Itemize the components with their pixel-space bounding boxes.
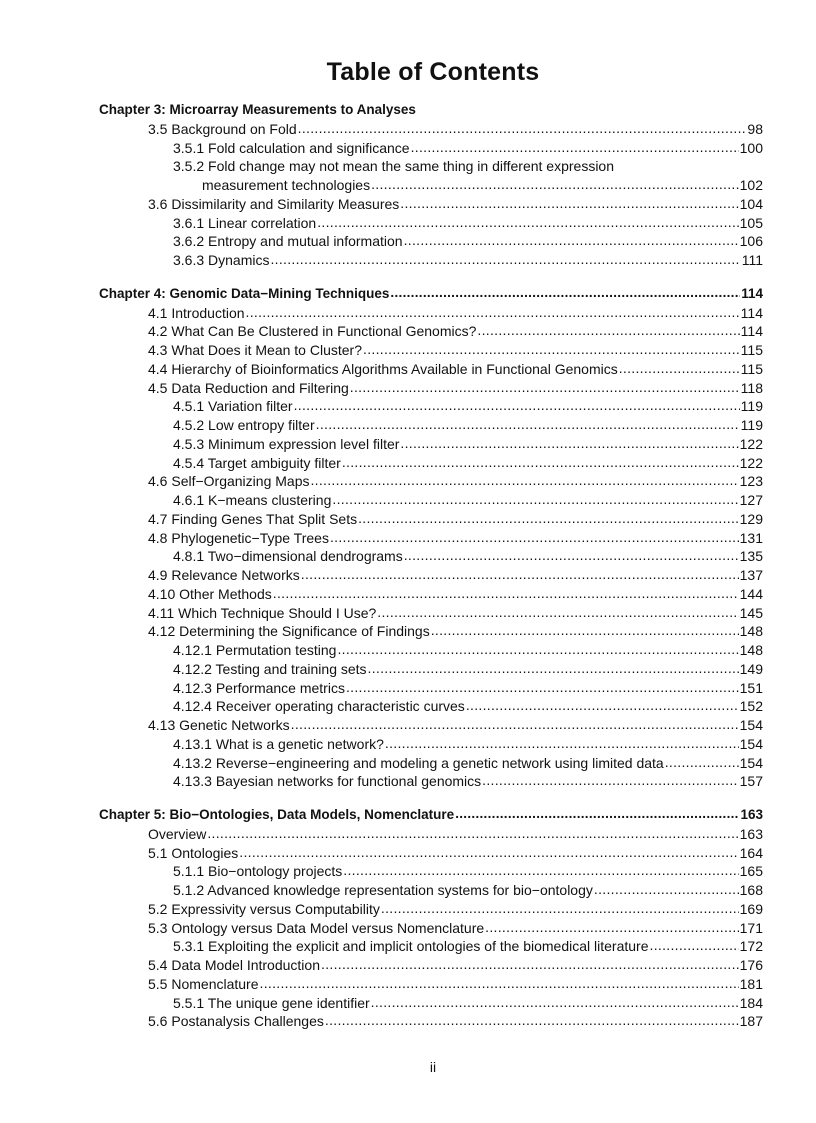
- toc-entry[interactable]: [99, 491, 763, 510]
- dot-leader: [482, 771, 738, 790]
- toc-entry-label: 4.2 What Can Be Clustered in Functional Genomics?: [148, 323, 477, 340]
- toc-entry-label: 4.5.1 Variation filter: [173, 398, 293, 415]
- dot-leader: [390, 284, 740, 303]
- toc-entry[interactable]: [99, 772, 763, 791]
- toc-entry-page-number: 115: [740, 342, 763, 358]
- toc-entry[interactable]: [99, 157, 763, 176]
- toc-entry-page-number: 131: [739, 529, 763, 546]
- toc-entry-page-number: 149: [739, 660, 763, 677]
- toc-entry-page-number: 137: [739, 567, 763, 583]
- toc-entry-label: 4.11 Which Technique Should I Use?: [148, 604, 377, 621]
- toc-entry-label: 3.6.3 Dynamics: [173, 252, 270, 268]
- dot-leader: [385, 734, 739, 753]
- toc-entry[interactable]: [99, 622, 763, 641]
- toc-entry-page-number: 122: [739, 435, 763, 452]
- toc-entry[interactable]: [99, 547, 763, 566]
- toc-entry[interactable]: [99, 697, 763, 716]
- toc-entry-page-number: 151: [739, 679, 763, 696]
- toc-entry[interactable]: [99, 322, 763, 341]
- toc-entry-page-number: 104: [739, 195, 763, 212]
- dot-leader: [431, 621, 739, 640]
- toc-entry-page-number: 157: [739, 773, 763, 790]
- toc-entry[interactable]: [99, 232, 763, 251]
- toc-entry-label: 4.8 Phylogenetic−Type Trees: [148, 529, 329, 546]
- chapter-heading[interactable]: [99, 285, 763, 304]
- toc-entry-page-number: 135: [739, 548, 763, 565]
- toc-entry[interactable]: [99, 585, 763, 604]
- toc-entry[interactable]: [99, 679, 763, 698]
- toc-entry-page-number: 114: [740, 323, 763, 340]
- toc-entry[interactable]: [99, 844, 763, 863]
- chapter-heading-label: Chapter 5: Bio−Ontologies, Data Models, Nomenclature: [99, 807, 455, 822]
- toc-entry-label: 5.1.1 Bio−ontology projects: [173, 863, 343, 880]
- toc-entry-page-number: 181: [739, 975, 763, 992]
- dot-leader: [270, 250, 740, 269]
- toc-entry-page-number: 144: [739, 585, 763, 602]
- toc-entry-label: 4.9 Relevance Networks: [148, 567, 300, 583]
- toc-entry-label: 5.4 Data Model Introduction: [148, 957, 320, 973]
- dot-leader: [665, 753, 739, 772]
- toc-entry[interactable]: [99, 641, 763, 660]
- dot-leader: [207, 824, 738, 843]
- toc-entry-page-number: 111: [741, 252, 763, 268]
- toc-entry-label: 4.12.4 Receiver operating characteristic curves: [173, 698, 465, 715]
- toc-entry-page-number: 127: [739, 492, 763, 508]
- toc-entry[interactable]: [99, 341, 763, 360]
- dot-leader: [260, 974, 739, 993]
- dot-leader: [404, 231, 739, 250]
- toc-entry-label: 3.6 Dissimilarity and Similarity Measures: [148, 195, 400, 212]
- toc-entry-label: 4.3 What Does it Mean to Cluster?: [148, 342, 362, 358]
- dot-leader: [298, 119, 747, 138]
- toc-entry[interactable]: [99, 472, 763, 491]
- dot-leader: [350, 378, 740, 397]
- toc-entry-label: 4.10 Other Methods: [148, 585, 272, 602]
- dot-leader: [291, 715, 739, 734]
- dot-leader: [381, 899, 739, 918]
- toc-entry-page-number: 115: [740, 360, 763, 377]
- toc-entry-label: 4.12.1 Permutation testing: [173, 642, 337, 658]
- dot-leader: [619, 359, 740, 378]
- toc-entry-page-number: 187: [739, 1013, 763, 1030]
- toc-entry-label: 4.12.3 Performance metrics: [173, 679, 345, 696]
- toc-entry[interactable]: [99, 139, 763, 158]
- toc-entry-label: 5.3 Ontology versus Data Model versus Nomenclature: [148, 919, 485, 936]
- dot-leader: [330, 528, 739, 547]
- toc-entry-label: 3.6.2 Entropy and mutual information: [173, 233, 403, 250]
- toc-chapter: [99, 285, 763, 791]
- dot-leader: [371, 175, 739, 194]
- page-title: Table of Contents: [326, 58, 540, 86]
- dot-leader: [317, 213, 738, 232]
- chapter-page-number: 163: [740, 807, 763, 822]
- dot-leader: [455, 805, 739, 824]
- toc-entry[interactable]: [99, 435, 763, 454]
- chapter-heading-label: Chapter 3: Microarray Measurements to Analyses: [99, 102, 416, 117]
- toc-entry-page-number: 145: [739, 604, 763, 621]
- dot-leader: [301, 565, 739, 584]
- toc-entry-label: 4.13.2 Reverse−engineering and modeling a genetic network using limited data: [173, 754, 664, 771]
- dot-leader: [332, 490, 738, 509]
- chapter-heading[interactable]: [99, 806, 763, 825]
- dot-leader: [400, 434, 738, 453]
- dot-leader: [485, 918, 738, 937]
- toc-entry[interactable]: [99, 919, 763, 938]
- toc-entry[interactable]: [99, 120, 763, 139]
- toc-entry-label: 4.12 Determining the Significance of Findings: [148, 623, 430, 640]
- toc-entry-label: 3.6.1 Linear correlation: [173, 214, 317, 231]
- toc-entry-label: 4.5 Data Reduction and Filtering: [148, 379, 349, 396]
- dot-leader: [594, 880, 739, 899]
- toc-entry[interactable]: [99, 416, 763, 435]
- toc-entry-label: 4.7 Finding Genes That Split Sets: [148, 510, 358, 527]
- toc-entry-label: 5.5.1 The unique gene identifier: [173, 994, 370, 1011]
- table-of-contents: [99, 101, 763, 1046]
- toc-entry[interactable]: [99, 754, 763, 773]
- toc-entry-page-number: 98: [747, 120, 763, 137]
- toc-entry[interactable]: [99, 604, 763, 623]
- toc-entry[interactable]: [99, 975, 763, 994]
- toc-entry-page-number: 184: [739, 994, 763, 1011]
- dot-leader: [346, 678, 739, 697]
- dot-leader: [368, 659, 739, 678]
- toc-entry-page-number: 119: [740, 417, 763, 433]
- toc-entry[interactable]: [99, 176, 763, 195]
- dot-leader: [239, 843, 738, 862]
- dot-leader: [358, 509, 739, 528]
- dot-leader: [411, 138, 739, 157]
- toc-entry-page-number: 172: [739, 938, 763, 955]
- toc-entry-page-number: 119: [740, 398, 763, 415]
- dot-leader: [650, 936, 739, 955]
- dot-leader: [316, 415, 740, 434]
- dot-leader: [273, 584, 739, 603]
- dot-leader: [310, 471, 738, 490]
- toc-entry[interactable]: [99, 937, 763, 956]
- toc-entry-page-number: 148: [739, 642, 763, 658]
- toc-entry-label: 4.6.1 K−means clustering: [173, 492, 332, 508]
- toc-entry-page-number: 114: [740, 304, 763, 321]
- toc-entry-page-number: 164: [739, 844, 763, 861]
- dot-leader: [466, 696, 739, 715]
- toc-entry[interactable]: [99, 900, 763, 919]
- toc-entry-page-number: 163: [739, 825, 763, 842]
- chapter-heading[interactable]: [99, 101, 763, 120]
- toc-entry-label: 5.6 Postanalysis Challenges: [148, 1013, 324, 1030]
- toc-entry[interactable]: [99, 510, 763, 529]
- dot-leader: [294, 396, 740, 415]
- toc-entry[interactable]: [99, 397, 763, 416]
- dot-leader: [404, 546, 739, 565]
- toc-entry-label: 5.1.2 Advanced knowledge representation systems for bio−ontology: [173, 882, 593, 898]
- toc-entry-label: 4.13.3 Bayesian networks for functional genomics: [173, 773, 482, 790]
- toc-entry-label: 3.5.2 Fold change may not mean the same thing in different expression: [173, 158, 615, 175]
- toc-entry-page-number: 171: [739, 919, 763, 936]
- toc-entry-label: 4.13 Genetic Networks: [148, 717, 290, 733]
- toc-entry[interactable]: [99, 454, 763, 473]
- toc-entry[interactable]: [99, 214, 763, 233]
- toc-entry[interactable]: [99, 862, 763, 881]
- toc-entry-page-number: 118: [740, 379, 763, 396]
- toc-entry-label: 4.4 Hierarchy of Bioinformatics Algorithms Available in Functional Genomics: [148, 360, 618, 377]
- toc-entry-label: 4.5.3 Minimum expression level filter: [173, 435, 400, 452]
- dot-leader: [325, 1011, 739, 1030]
- toc-entry-page-number: 148: [739, 623, 763, 640]
- toc-entry[interactable]: [99, 735, 763, 754]
- toc-entry-label: 4.5.2 Low entropy filter: [173, 417, 315, 433]
- page-number: ii: [429, 1059, 437, 1075]
- toc-chapter: [99, 806, 763, 1031]
- toc-entry-page-number: 122: [739, 454, 763, 471]
- toc-entry[interactable]: [99, 881, 763, 900]
- toc-entry[interactable]: [99, 994, 763, 1013]
- toc-entry[interactable]: [99, 529, 763, 548]
- chapter-heading-label: Chapter 4: Genomic Data−Mining Techniques: [99, 285, 390, 301]
- toc-entry[interactable]: [99, 304, 763, 323]
- toc-entry-label: 5.2 Expressivity versus Computability: [148, 900, 380, 917]
- toc-chapter: [99, 101, 763, 270]
- toc-entry-label: 4.8.1 Two−dimensional dendrograms: [173, 548, 403, 565]
- chapter-page-number: 114: [741, 285, 763, 301]
- toc-entry[interactable]: [99, 660, 763, 679]
- toc-entry[interactable]: [99, 825, 763, 844]
- dot-leader: [400, 194, 738, 213]
- toc-entry-label: 4.13.1 What is a genetic network?: [173, 735, 384, 752]
- toc-entry-page-number: 154: [739, 717, 763, 733]
- dot-leader: [321, 955, 739, 974]
- toc-entry-page-number: 129: [739, 510, 763, 527]
- toc-entry[interactable]: [99, 1012, 763, 1031]
- toc-entry[interactable]: [99, 195, 763, 214]
- dot-leader: [477, 321, 739, 340]
- toc-entry-page-number: 152: [739, 698, 763, 715]
- toc-entry-page-number: 105: [739, 214, 763, 231]
- toc-entry[interactable]: [99, 716, 763, 735]
- dot-leader: [377, 603, 738, 622]
- toc-entry-label: 5.3.1 Exploiting the explicit and implicit ontologies of the biomedical literature: [173, 938, 649, 955]
- toc-entry-label: 5.1 Ontologies: [148, 844, 239, 861]
- toc-entry[interactable]: [99, 360, 763, 379]
- toc-entry-page-number: 102: [739, 177, 763, 193]
- toc-entry[interactable]: [99, 566, 763, 585]
- toc-entry-page-number: 100: [739, 139, 763, 156]
- toc-entry-label: 4.5.4 Target ambiguity filter: [173, 454, 341, 471]
- toc-entry-label: 4.12.2 Testing and training sets: [173, 660, 367, 677]
- toc-entry-page-number: 165: [739, 863, 763, 880]
- toc-entry-label: 5.5 Nomenclature: [148, 975, 259, 992]
- toc-entry-label: 3.5 Background on Fold: [148, 120, 297, 137]
- toc-entry-page-number: 154: [739, 754, 763, 771]
- toc-entry-label: measurement technologies: [202, 177, 371, 193]
- toc-entry-page-number: 169: [739, 900, 763, 917]
- dot-leader: [363, 340, 740, 359]
- toc-entry[interactable]: [99, 956, 763, 975]
- toc-entry-page-number: 123: [739, 473, 763, 490]
- toc-entry-page-number: 154: [739, 735, 763, 752]
- dot-leader: [337, 640, 738, 659]
- dot-leader: [343, 861, 738, 880]
- toc-entry-label: 4.1 Introduction: [148, 304, 245, 321]
- toc-entry[interactable]: [99, 251, 763, 270]
- dot-leader: [246, 303, 740, 322]
- dot-leader: [371, 993, 739, 1012]
- toc-entry-label: Overview: [148, 825, 207, 842]
- toc-entry-page-number: 168: [739, 882, 763, 898]
- toc-entry[interactable]: [99, 379, 763, 398]
- dot-leader: [342, 453, 739, 472]
- toc-entry-page-number: 106: [739, 233, 763, 250]
- toc-entry-label: 3.5.1 Fold calculation and significance: [173, 139, 410, 156]
- toc-entry-label: 4.6 Self−Organizing Maps: [148, 473, 310, 490]
- toc-entry-page-number: 176: [739, 957, 763, 973]
